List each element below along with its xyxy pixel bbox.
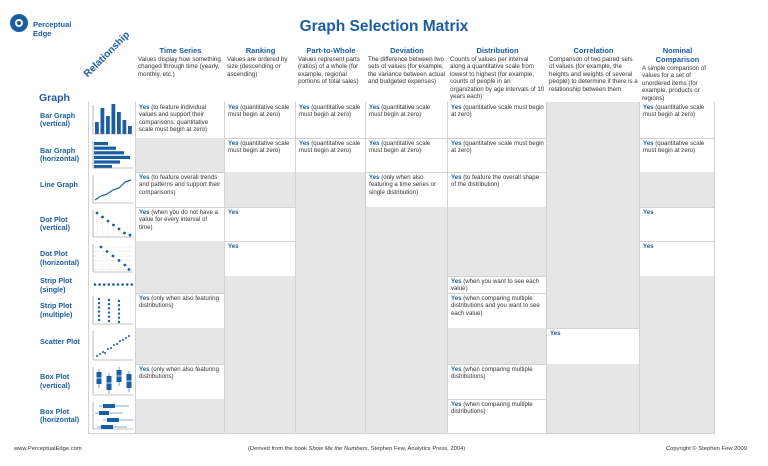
matrix-cell [366,102,448,138]
matrix-cell [136,293,225,328]
column-header-nominal-comparison [642,46,713,102]
matrix-cell [296,399,366,433]
matrix-cell [366,172,448,207]
matrix-cell [547,207,640,241]
matrix-cell [225,102,296,138]
column-description: Comparison of two paired sets of values (for example, the heights and weights of several people) to determine if there is a relationship between them [549,56,638,93]
yes-label: Yes [451,366,462,373]
cell-note: (when you want to see each value) [451,278,540,293]
matrix-cell [448,364,547,399]
yes-label: Yes [451,104,462,111]
column-description: A simple comparison of values for a set of unordered items (for example, products or regions) [642,65,706,102]
matrix-cell [225,399,296,433]
yes-label: Yes [139,104,150,111]
cell-note: (quantitative scale must begin at zero) [451,140,544,155]
cell-note: (to feature individual values and support their comparisons; quantitative scale must begin at zero) [139,104,209,134]
yes-label: Yes [139,209,150,216]
cell-note: (quantitative scale must begin at zero) [228,140,290,155]
horizontal-dot-plot-icon [88,241,136,276]
footer-citation-prefix: (Derived from the book [248,446,309,452]
page-title: Graph Selection Matrix [299,18,469,35]
footer-book-title: Show Me the Numbers [308,446,368,452]
row-label: Strip Plot (multiple) [40,301,73,319]
matrix-row [88,102,715,139]
row-label: Strip Plot (single) [40,276,72,294]
column-description: The difference between two sets of values (for example, the variance between actual and budgeted expenses) [368,56,446,86]
footer-citation [248,446,465,452]
matrix-cell [366,241,448,276]
matrix-cell [296,102,366,138]
footer-copyright: Copyright © Stephen Few 2009 [666,446,747,452]
matrix-cell [366,138,448,172]
matrix-cell [640,364,715,399]
matrix-cell [448,207,547,241]
matrix-cell [448,172,547,207]
matrix-row [88,364,715,400]
yes-label: Yes [451,295,462,302]
relationship-label: Relationship [82,29,133,80]
matrix-cell [225,241,296,276]
matrix-cell [366,399,448,433]
matrix-row [88,172,715,208]
matrix-cell [640,207,715,241]
matrix-row [88,328,715,365]
vertical-box-plot-icon [88,364,136,399]
scatter-plot-icon [88,328,136,364]
cell-note: (only when also featuring a time series or single distribution) [369,174,437,196]
footer-citation-suffix: , Stephen Few, Analytics Press, 2004) [367,446,466,452]
cell-note: (only when also featuring distributions) [139,366,219,381]
matrix-cell [225,364,296,399]
matrix-row [88,293,715,329]
matrix-row [88,207,715,242]
matrix-cell [136,399,225,433]
cell-note: (only when also featuring distributions) [139,295,219,310]
matrix-cell [225,276,296,293]
cell-note: (quantitative scale must begin at zero) [369,104,431,119]
matrix-cell [225,293,296,328]
yes-label: Yes [299,104,310,111]
matrix-cell [547,328,640,364]
column-title: Nominal Comparison [655,46,700,64]
matrix-row [88,399,715,434]
cell-note: (when comparing multiple distributions) [451,401,533,416]
matrix-cell [296,241,366,276]
column-title: Distribution [476,46,519,55]
matrix-cell [640,172,715,207]
matrix-cell [366,328,448,364]
yes-label: Yes [643,243,654,250]
column-description: Counts of values per interval along a quantitative scale from lowest to highest (for example, counts of people in an organization by age intervals of 10 years each) [450,56,545,101]
column-header-correlation [549,46,638,93]
cell-note: (quantitative scale must begin at zero) [643,140,705,155]
single-strip-plot-icon [88,276,136,293]
yes-label: Yes [369,174,380,181]
cell-note: (quantitative scale must begin at zero) [643,104,705,119]
matrix-cell [547,172,640,207]
line-graph-icon [88,172,136,207]
column-header-deviation [368,46,446,86]
cell-note: (to feature the overall shape of the distribution) [451,174,540,189]
column-description: Values are ordered by size (descending or ascending) [227,56,288,78]
matrix-cell [366,276,448,293]
matrix-cell [547,293,640,328]
column-header-ranking [227,46,294,78]
matrix-cell [547,364,640,399]
yes-label: Yes [451,174,462,181]
column-description: Values represent parts (ratios) of a whole (for example, regional portions of total sales) [298,56,360,86]
matrix-cell [640,328,715,364]
matrix-cell [547,276,640,293]
row-label: Dot Plot (vertical) [40,214,70,233]
row-label: Line Graph [40,180,78,189]
column-title: Correlation [573,46,614,55]
matrix-cell [448,399,547,433]
cell-note: (quantitative scale must begin at zero) [228,104,290,119]
yes-label: Yes [451,401,462,408]
matrix-row [88,138,715,173]
yes-label: Yes [228,243,239,250]
matrix-cell [136,207,225,241]
yes-label: Yes [643,140,654,147]
row-label: Scatter Plot [40,336,80,346]
vertical-dot-plot-icon [88,207,136,241]
matrix-cell [225,207,296,241]
yes-label: Yes [550,330,561,337]
matrix-cell [640,276,715,293]
matrix-cell [366,364,448,399]
column-title: Time Series [159,46,202,55]
matrix-cell [448,241,547,276]
yes-label: Yes [139,295,150,302]
matrix-cell [448,102,547,138]
row-label: Bar Graph (horizontal) [40,145,80,164]
matrix-cell [136,276,225,293]
cell-note: (when comparing multiple distributions) [451,366,533,381]
cell-note: (quantitative scale must begin at zero) [451,104,544,119]
matrix-cell [296,364,366,399]
matrix-cell [547,399,640,433]
matrix-cell [136,138,225,172]
yes-label: Yes [139,366,150,373]
horizontal-bar-icon [88,138,136,172]
matrix-cell [448,138,547,172]
matrix-cell [448,328,547,364]
yes-label: Yes [369,140,380,147]
column-header-part-to-whole [298,46,364,86]
graph-label: Graph [39,92,70,104]
matrix-cell [448,276,547,293]
yes-label: Yes [451,278,462,285]
matrix-cell [640,241,715,276]
column-header-distribution [450,46,545,100]
column-title: Deviation [390,46,424,55]
yes-label: Yes [228,104,239,111]
matrix-cell [366,207,448,241]
footer-website: www.PerceptualEdge.com [14,446,82,452]
yes-label: Yes [299,140,310,147]
matrix-cell [640,138,715,172]
cell-note: (quantitative scale must begin at zero) [369,140,431,155]
column-title: Part-to-Whole [306,46,356,55]
matrix-cell [547,241,640,276]
matrix-cell [296,207,366,241]
matrix-cell [640,293,715,328]
yes-label: Yes [228,140,239,147]
row-label: Dot Plot (horizontal) [40,249,80,267]
column-title: Ranking [245,46,276,55]
matrix-cell [225,138,296,172]
column-header-time-series [138,46,223,78]
horizontal-box-plot-icon [88,399,136,433]
matrix-cell [547,138,640,172]
matrix-row [88,241,715,277]
cell-note: (quantitative scale must begin at zero) [299,140,361,155]
logo-line-1: Perceptual [33,20,72,29]
vertical-bar-icon [88,102,136,138]
column-description: Values display how something changed through time (yearly, monthly, etc.) [138,56,221,78]
matrix-cell [296,172,366,207]
cell-note: (to feature overall trends and patterns and support their comparisons) [139,174,221,196]
matrix-cell [640,102,715,138]
yes-label: Yes [451,140,462,147]
matrix-cell [136,102,225,138]
matrix-row [88,276,715,294]
yes-label: Yes [643,209,654,216]
matrix-cell [136,241,225,276]
cell-note: (when comparing multiple distributions and you want to see each value) [451,295,540,317]
matrix-cell [296,276,366,293]
logo-line-2: Edge [33,29,52,38]
matrix-cell [640,399,715,433]
cell-note: (quantitative scale must begin at zero) [299,104,361,119]
matrix-cell [225,328,296,364]
multiple-strip-plot-icon [88,293,136,328]
yes-label: Yes [369,104,380,111]
matrix-cell [225,172,296,207]
yes-label: Yes [228,209,239,216]
matrix-cell [136,328,225,364]
yes-label: Yes [643,104,654,111]
matrix-cell [547,102,640,138]
cell-note: (when you do not have a value for every interval of time) [139,209,218,231]
row-label: Box Plot (horizontal) [40,406,80,425]
matrix-cell [296,328,366,364]
yes-label: Yes [139,174,150,181]
matrix-cell [136,172,225,207]
matrix-cell [296,138,366,172]
matrix-cell [448,293,547,328]
row-label: Bar Graph (vertical) [40,110,76,129]
matrix-cell [366,293,448,328]
row-label: Box Plot (vertical) [40,372,70,390]
matrix-cell [136,364,225,399]
matrix-cell [296,293,366,328]
